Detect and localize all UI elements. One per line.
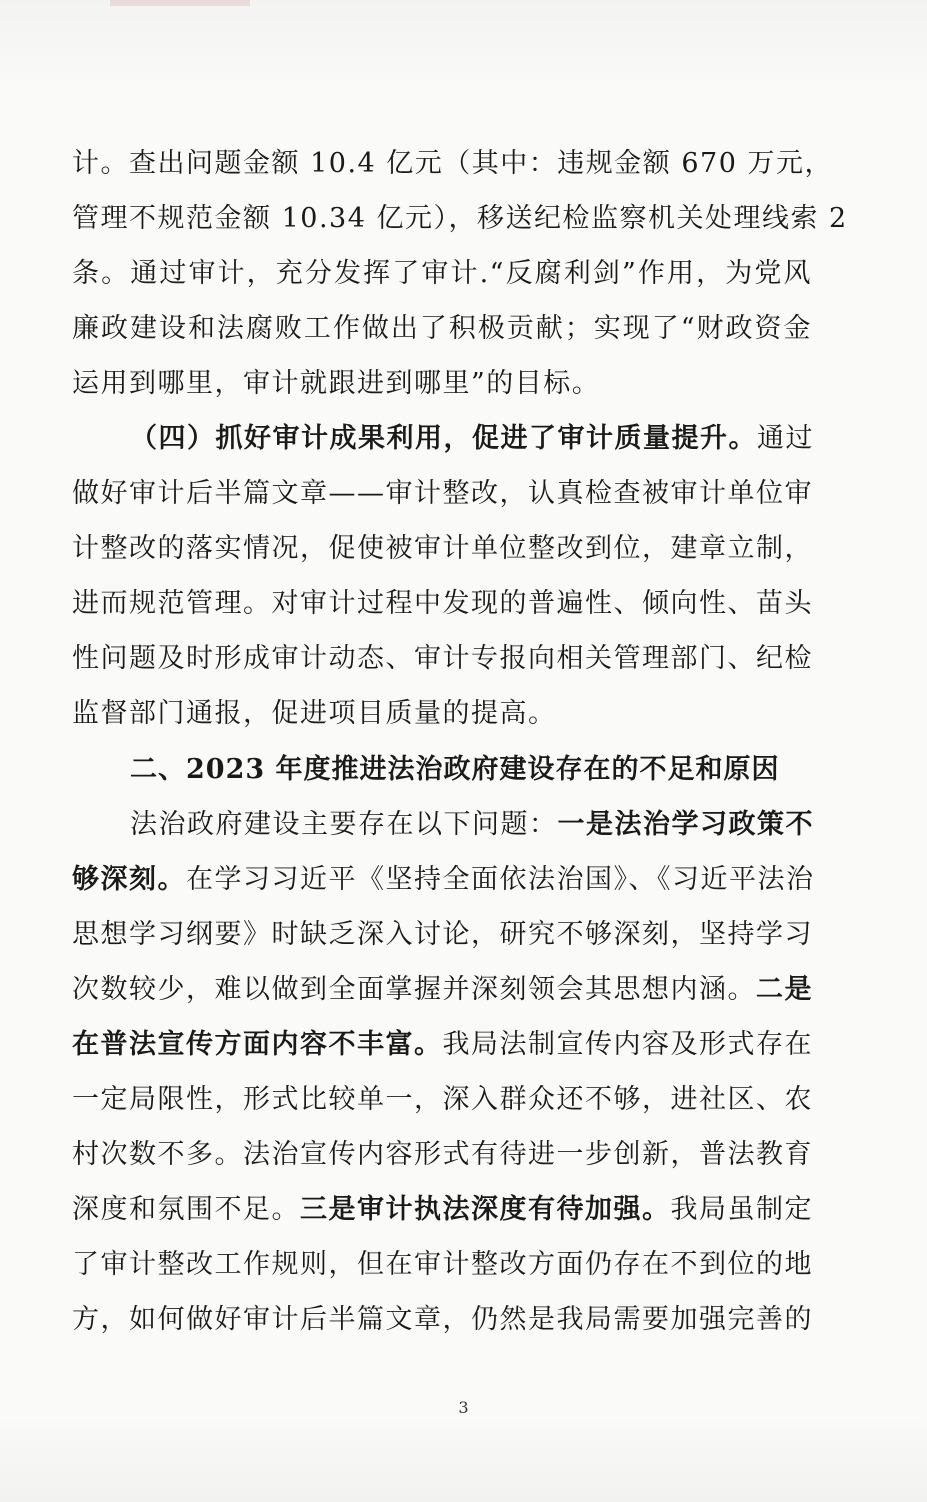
text-line: 思想学习纲要》时缺乏深入讨论，研究不够深刻，坚持学习 [72, 919, 813, 950]
problem-two-heading-cont: 在普法宣传方面内容不丰富。 [72, 1029, 443, 1060]
section-heading-two: 二、2023 年度推进法治政府建设存在的不足和原因 [130, 754, 780, 785]
text-line [72, 862, 815, 898]
problem-three-heading: 三是审计执法深度有待加强。 [300, 1194, 671, 1225]
text-line: 监督部门通报，促进项目质量的提高。 [72, 698, 557, 729]
problem-two-text-end: 深度和氛围不足。 [72, 1194, 300, 1225]
text-line: 计。查出问题金额 10.4 亿元（其中：违规金额 670 万元， [72, 148, 833, 179]
problems-intro: 法治政府建设主要存在以下问题： [130, 809, 558, 840]
text-line: 一定局限性，形式比较单一，深入群众还不够，进社区、农 [72, 1084, 813, 1115]
text-line: 方，如何做好审计后半篇文章，仍然是我局需要加强完善的 [72, 1304, 813, 1335]
text-line [130, 807, 812, 843]
text-line [72, 972, 812, 1008]
text-line: 运用到哪里，审计就跟进到哪里”的目标。 [72, 368, 601, 399]
text-line: 村次数不多。法治宣传内容形式有待进一步创新，普法教育 [72, 1139, 813, 1170]
problem-one-heading-cont: 够深刻。 [72, 864, 186, 895]
problem-three-text: 我局虽制定 [670, 1194, 813, 1225]
problem-two-text: 我局法制宣传内容及形式存在 [442, 1029, 813, 1060]
problem-one-heading: 一是法治学习政策不 [557, 809, 814, 840]
text-line [72, 1027, 812, 1063]
text-line: 了审计整改工作规则，但在审计整改方面仍存在不到位的地 [72, 1249, 813, 1280]
text-line: 性问题及时形成审计动态、审计专报向相关管理部门、纪检 [72, 643, 813, 674]
section-heading-four [130, 421, 812, 457]
section-heading-rest: 通过 [757, 423, 814, 454]
problem-one-text: 在学习习近平《坚持全面依法治国》、《习近平法治 [186, 864, 815, 895]
text-line: 做好审计后半篇文章——审计整改，认真检查被审计单位审 [72, 478, 813, 509]
problem-two-heading: 二是 [756, 974, 813, 1005]
text-line [72, 1192, 812, 1228]
problem-one-text-end: 次数较少，难以做到全面掌握并深刻领会其思想内涵。 [72, 974, 756, 1005]
section-heading-bold: （四）抓好审计成果利用，促进了审计质量提升。 [130, 423, 757, 454]
page-number: 3 [458, 1398, 469, 1417]
text-line: 进而规范管理。对审计过程中发现的普遍性、倾向性、苗头 [72, 588, 813, 619]
text-line: 条。通过审计，充分发挥了审计.“反腐利剑”作用，为党风 [72, 258, 812, 289]
text-line: 计整改的落实情况，促使被审计单位整改到位，建章立制， [72, 533, 813, 564]
scan-artifact [110, 0, 250, 6]
text-line: 管理不规范金额 10.34 亿元），移送纪检监察机关处理线索 2 [72, 203, 848, 234]
text-line: 廉政建设和法腐败工作做出了积极贡献；实现了“财政资金 [72, 313, 812, 344]
